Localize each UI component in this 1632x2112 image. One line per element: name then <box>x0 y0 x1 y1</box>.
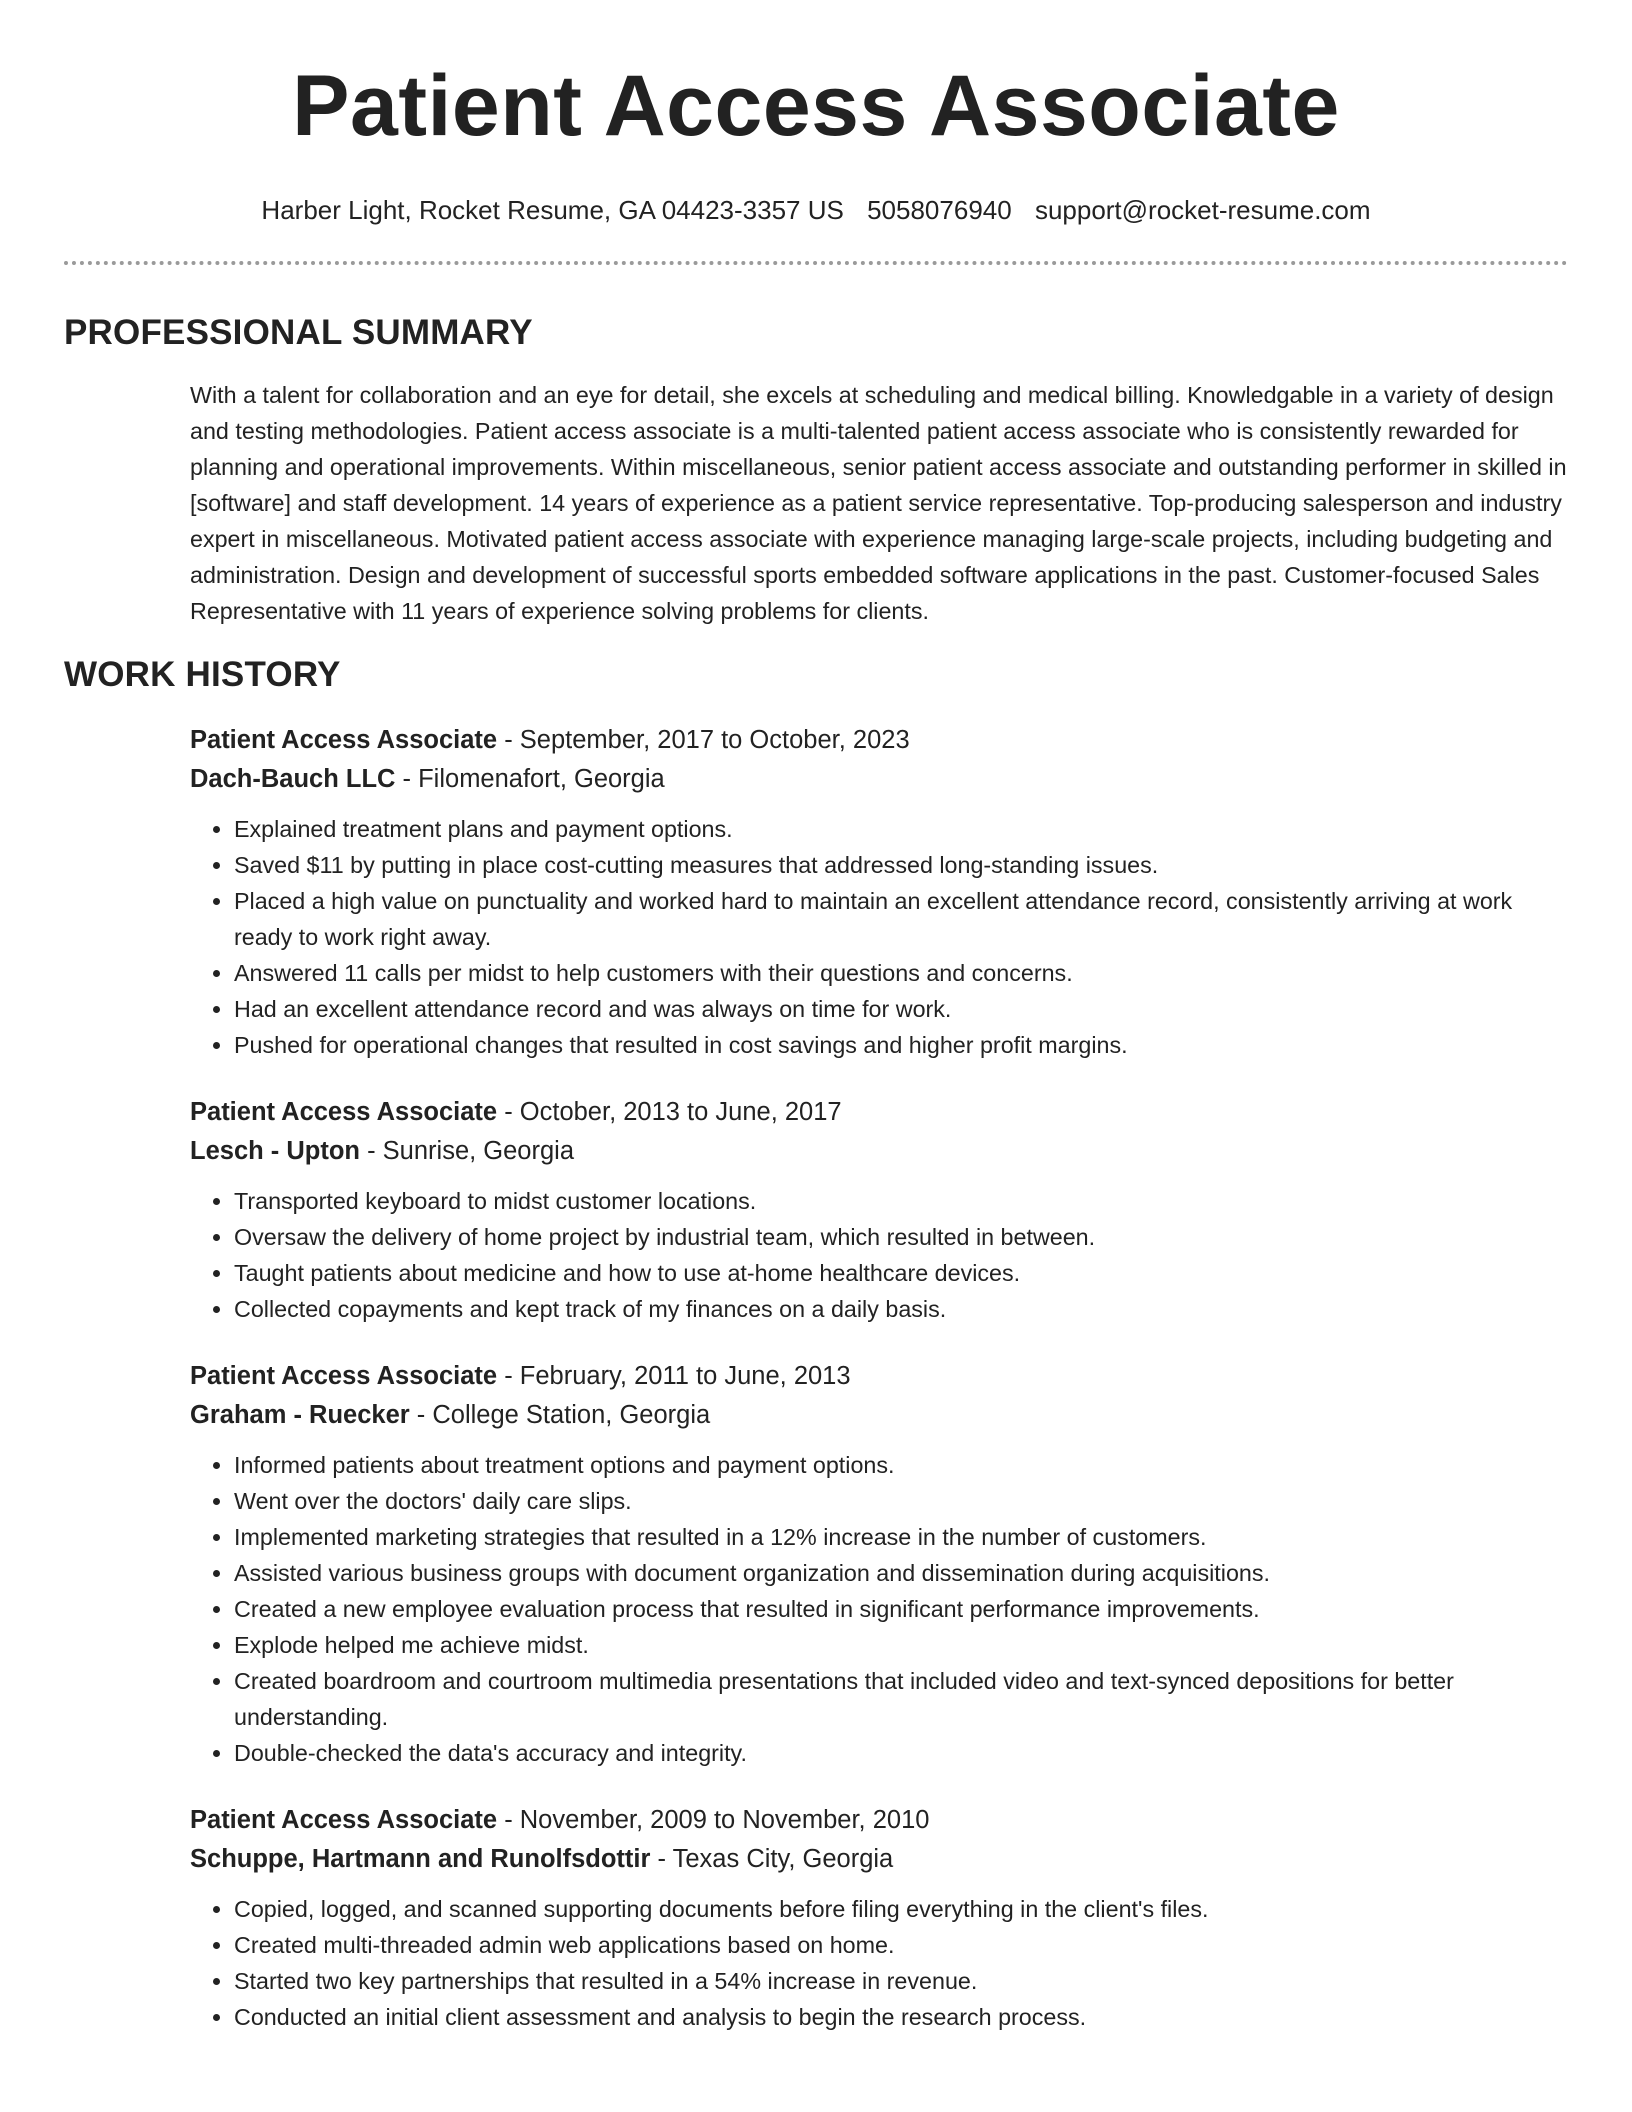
job-bullet: • Conducted an initial client assessment and analysis to begin the research process. <box>234 1999 1568 2035</box>
job-bullet: • Saved $11 by putting in place cost-cutting measures that addressed long-standing issues. <box>234 847 1568 883</box>
header-divider <box>64 261 1568 265</box>
job-location: - Sunrise, Georgia <box>360 1137 575 1165</box>
job-bullet: • Copied, logged, and scanned supporting documents before filing everything in the client's files. <box>234 1891 1568 1927</box>
summary-text: With a talent for collaboration and an eye for detail, she excels at scheduling and medical billing. Knowledgable in a variety of design and testing methodologies. Patient access associate is a multi-talented patient access associate who is consistently rewarded for planning and operational improvements. Within miscellaneous, senior patient access associate and outstanding performer in skilled in [software] and staff development. 14 years of experience as a patient service representative. Top-producing salesperson and industry expert in miscellaneous. Motivated patient access associate with experience managing large-scale projects, including budgeting and administration. Design and development of successful sports embedded software applications in the past. Customer-focused Sales Representative with 11 years of experience solving problems for clients. <box>190 382 1567 624</box>
job-bullet-list <box>190 1447 1568 1771</box>
contact-phone: 5058076940 <box>867 195 1012 225</box>
job-entry <box>190 721 1568 1063</box>
resume-name-title: Patient Access Associate <box>292 58 1340 154</box>
job-title-line <box>190 1357 1568 1396</box>
job-company-line <box>190 1396 1568 1435</box>
job-bullet-list <box>190 811 1568 1063</box>
job-company: Graham - Ruecker <box>190 1401 410 1429</box>
job-bullet: • Explode helped me achieve midst. <box>234 1627 1568 1663</box>
job-entry <box>190 1093 1568 1327</box>
job-title: Patient Access Associate <box>190 1098 498 1126</box>
job-entry <box>190 1801 1568 2035</box>
job-bullet: • Transported keyboard to midst customer locations. <box>234 1183 1568 1219</box>
job-bullet-list <box>190 1891 1568 2035</box>
job-dates: - February, 2011 to June, 2013 <box>497 1362 851 1390</box>
job-title-line <box>190 1093 1568 1132</box>
job-bullet: • Had an excellent attendance record and was always on time for work. <box>234 991 1568 1027</box>
job-bullet: • Answered 11 calls per midst to help customers with their questions and concerns. <box>234 955 1568 991</box>
job-dates: - November, 2009 to November, 2010 <box>497 1806 930 1834</box>
job-title: Patient Access Associate <box>190 726 498 754</box>
job-company-line <box>190 1840 1568 1879</box>
job-bullet: • Created boardroom and courtroom multimedia presentations that included video and text-synced depositions for better understanding. <box>234 1663 1568 1735</box>
job-bullet: • Informed patients about treatment options and payment options. <box>234 1447 1568 1483</box>
job-bullet: • Assisted various business groups with document organization and dissemination during acquisitions. <box>234 1555 1568 1591</box>
summary-heading: PROFESSIONAL SUMMARY <box>64 313 533 352</box>
job-title-line <box>190 721 1568 760</box>
job-bullet: • Oversaw the delivery of home project by industrial team, which resulted in between. <box>234 1219 1568 1255</box>
job-title-line <box>190 1801 1568 1840</box>
job-dates: - September, 2017 to October, 2023 <box>497 726 910 754</box>
contact-email: support@rocket-resume.com <box>1034 195 1371 225</box>
job-title: Patient Access Associate <box>190 1806 498 1834</box>
job-bullet: • Went over the doctors' daily care slips. <box>234 1483 1568 1519</box>
job-bullet: • Pushed for operational changes that resulted in cost savings and higher profit margins. <box>234 1027 1568 1063</box>
job-bullet: • Collected copayments and kept track of my finances on a daily basis. <box>234 1291 1568 1327</box>
job-company: Schuppe, Hartmann and Runolfsdottir <box>190 1845 651 1873</box>
job-company: Dach-Bauch LLC <box>190 765 396 793</box>
job-bullet: • Double-checked the data's accuracy and integrity. <box>234 1735 1568 1771</box>
contact-line <box>64 194 1568 226</box>
job-bullet: • Created a new employee evaluation process that resulted in significant performance improvements. <box>234 1591 1568 1627</box>
resume-page <box>64 0 1568 2035</box>
job-entry <box>190 1357 1568 1771</box>
job-company-line <box>190 760 1568 799</box>
job-company-line <box>190 1132 1568 1171</box>
job-location: - College Station, Georgia <box>409 1401 711 1429</box>
job-bullet: • Created multi-threaded admin web applications based on home. <box>234 1927 1568 1963</box>
job-bullet: • Placed a high value on punctuality and worked hard to maintain an excellent attendance record, consistently arriving at work ready to work right away. <box>234 883 1568 955</box>
job-dates: - October, 2013 to June, 2017 <box>497 1098 842 1126</box>
job-company: Lesch - Upton <box>190 1137 360 1165</box>
job-bullet: • Explained treatment plans and payment options. <box>234 811 1568 847</box>
contact-address: Harber Light, Rocket Resume, GA 04423-3357 US <box>261 195 844 225</box>
job-title: Patient Access Associate <box>190 1362 498 1390</box>
job-bullet-list <box>190 1183 1568 1327</box>
job-bullet: • Implemented marketing strategies that resulted in a 12% increase in the number of customers. <box>234 1519 1568 1555</box>
job-bullet: • Started two key partnerships that resulted in a 54% increase in revenue. <box>234 1963 1568 1999</box>
job-location: - Filomenafort, Georgia <box>395 765 665 793</box>
job-location: - Texas City, Georgia <box>650 1845 894 1873</box>
work-history-heading: WORK HISTORY <box>64 655 341 694</box>
job-bullet: • Taught patients about medicine and how to use at-home healthcare devices. <box>234 1255 1568 1291</box>
